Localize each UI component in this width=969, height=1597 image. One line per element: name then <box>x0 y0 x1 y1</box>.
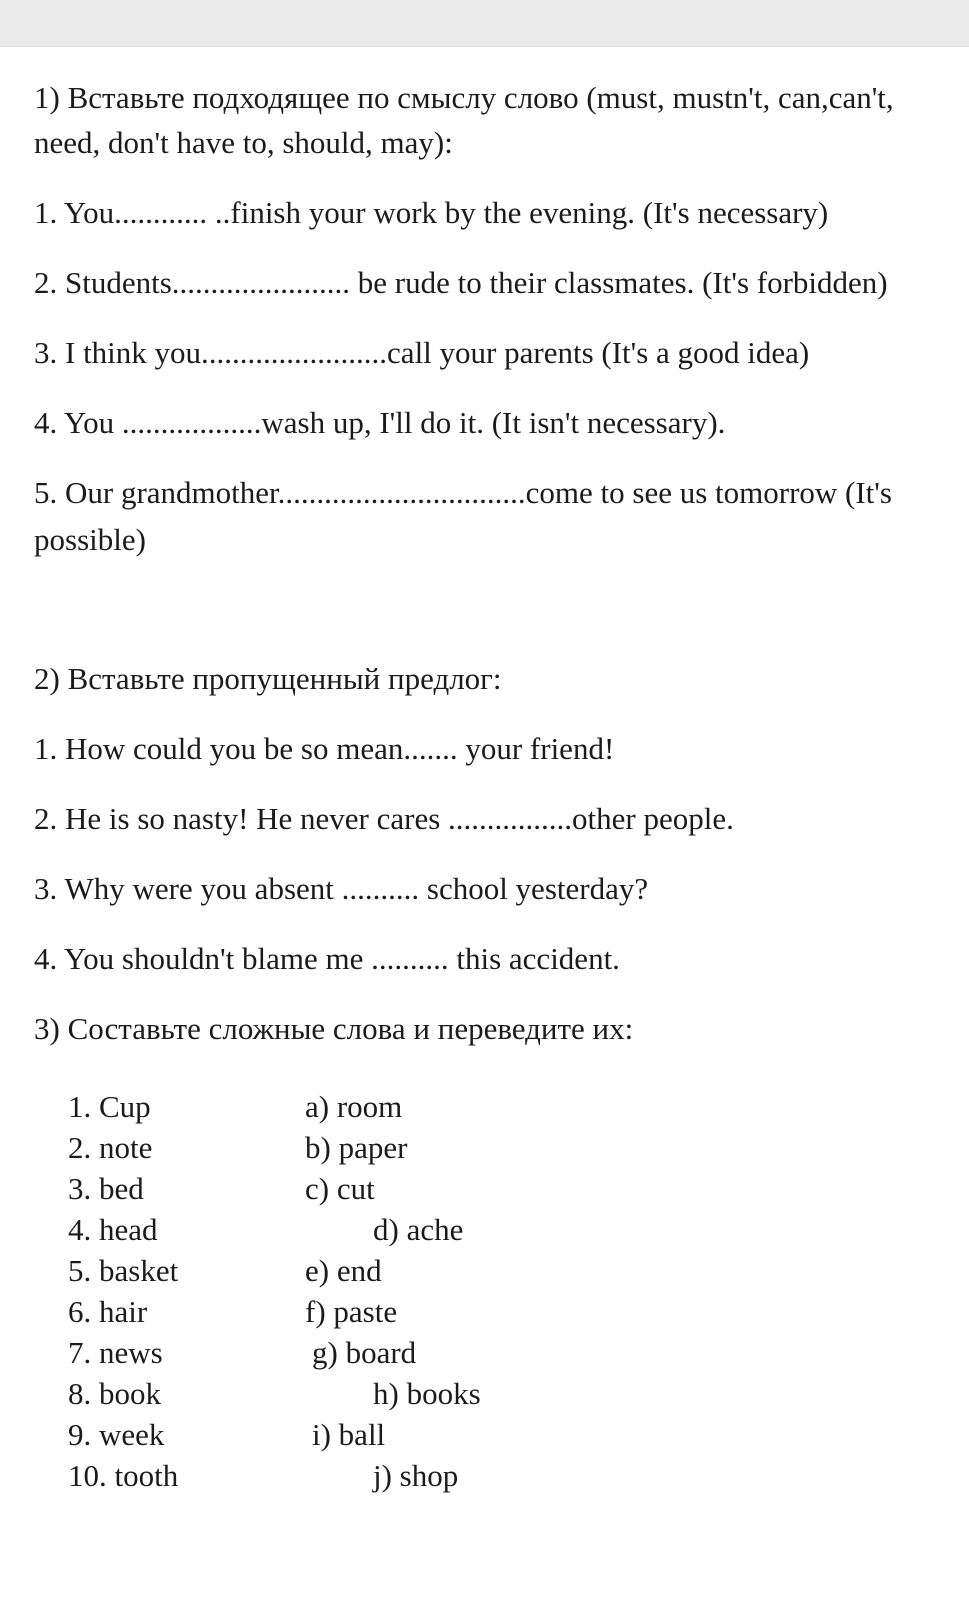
section2-item: 4. You shouldn't blame me .......... this accident. <box>34 941 620 976</box>
section1-item-continuation: possible) <box>34 522 146 557</box>
section1-item: 4. You ..................wash up, I'll do it. (It isn't necessary). <box>34 405 726 440</box>
left-word: 8. book <box>68 1376 161 1411</box>
right-word: a) room <box>305 1089 403 1124</box>
section2-item: 3. Why were you absent .......... school yesterday? <box>34 871 649 906</box>
section1-item: 1. You............ ..finish your work by the evening. (It's necessary) <box>34 195 829 230</box>
left-word: 9. week <box>68 1417 165 1452</box>
right-word: f) paste <box>305 1294 398 1329</box>
section3-heading: 3) Составьте сложные слова и переведите их: <box>34 1011 634 1046</box>
left-word: 3. bed <box>68 1171 144 1206</box>
left-word: 5. basket <box>68 1253 179 1288</box>
section2-item: 2. He is so nasty! He never cares ................other people. <box>34 801 734 836</box>
left-word: 4. head <box>68 1212 158 1247</box>
left-word: 2. note <box>68 1130 153 1165</box>
section2-heading: 2) Вставьте пропущенный предлог: <box>34 661 502 696</box>
right-word: j) shop <box>373 1458 459 1493</box>
right-word: g) board <box>312 1335 417 1370</box>
left-word: 6. hair <box>68 1294 148 1329</box>
section1-heading-line1: 1) Вставьте подходящее по смыслу слово (must, mustn't, can,can't, <box>34 80 894 115</box>
top-bar <box>0 0 969 47</box>
right-word: c) cut <box>305 1171 375 1206</box>
right-word: i) ball <box>312 1417 386 1452</box>
left-word: 10. tooth <box>68 1458 179 1493</box>
section2-item: 1. How could you be so mean....... your friend! <box>34 731 615 766</box>
right-word: h) books <box>373 1376 481 1411</box>
section1-item: 2. Students....................... be rude to their classmates. (It's forbidden) <box>34 265 888 300</box>
right-word: e) end <box>305 1253 382 1288</box>
section1-item: 3. I think you........................call your parents (It's a good idea) <box>34 335 810 370</box>
section1-item: 5. Our grandmother................................come to see us tomorrow (It's <box>34 475 892 510</box>
left-word: 7. news <box>68 1335 163 1370</box>
left-word: 1. Cup <box>68 1089 151 1124</box>
right-word: b) paper <box>305 1130 408 1165</box>
section1-heading-line2: need, don't have to, should, may): <box>34 125 453 160</box>
right-word: d) ache <box>373 1212 464 1247</box>
